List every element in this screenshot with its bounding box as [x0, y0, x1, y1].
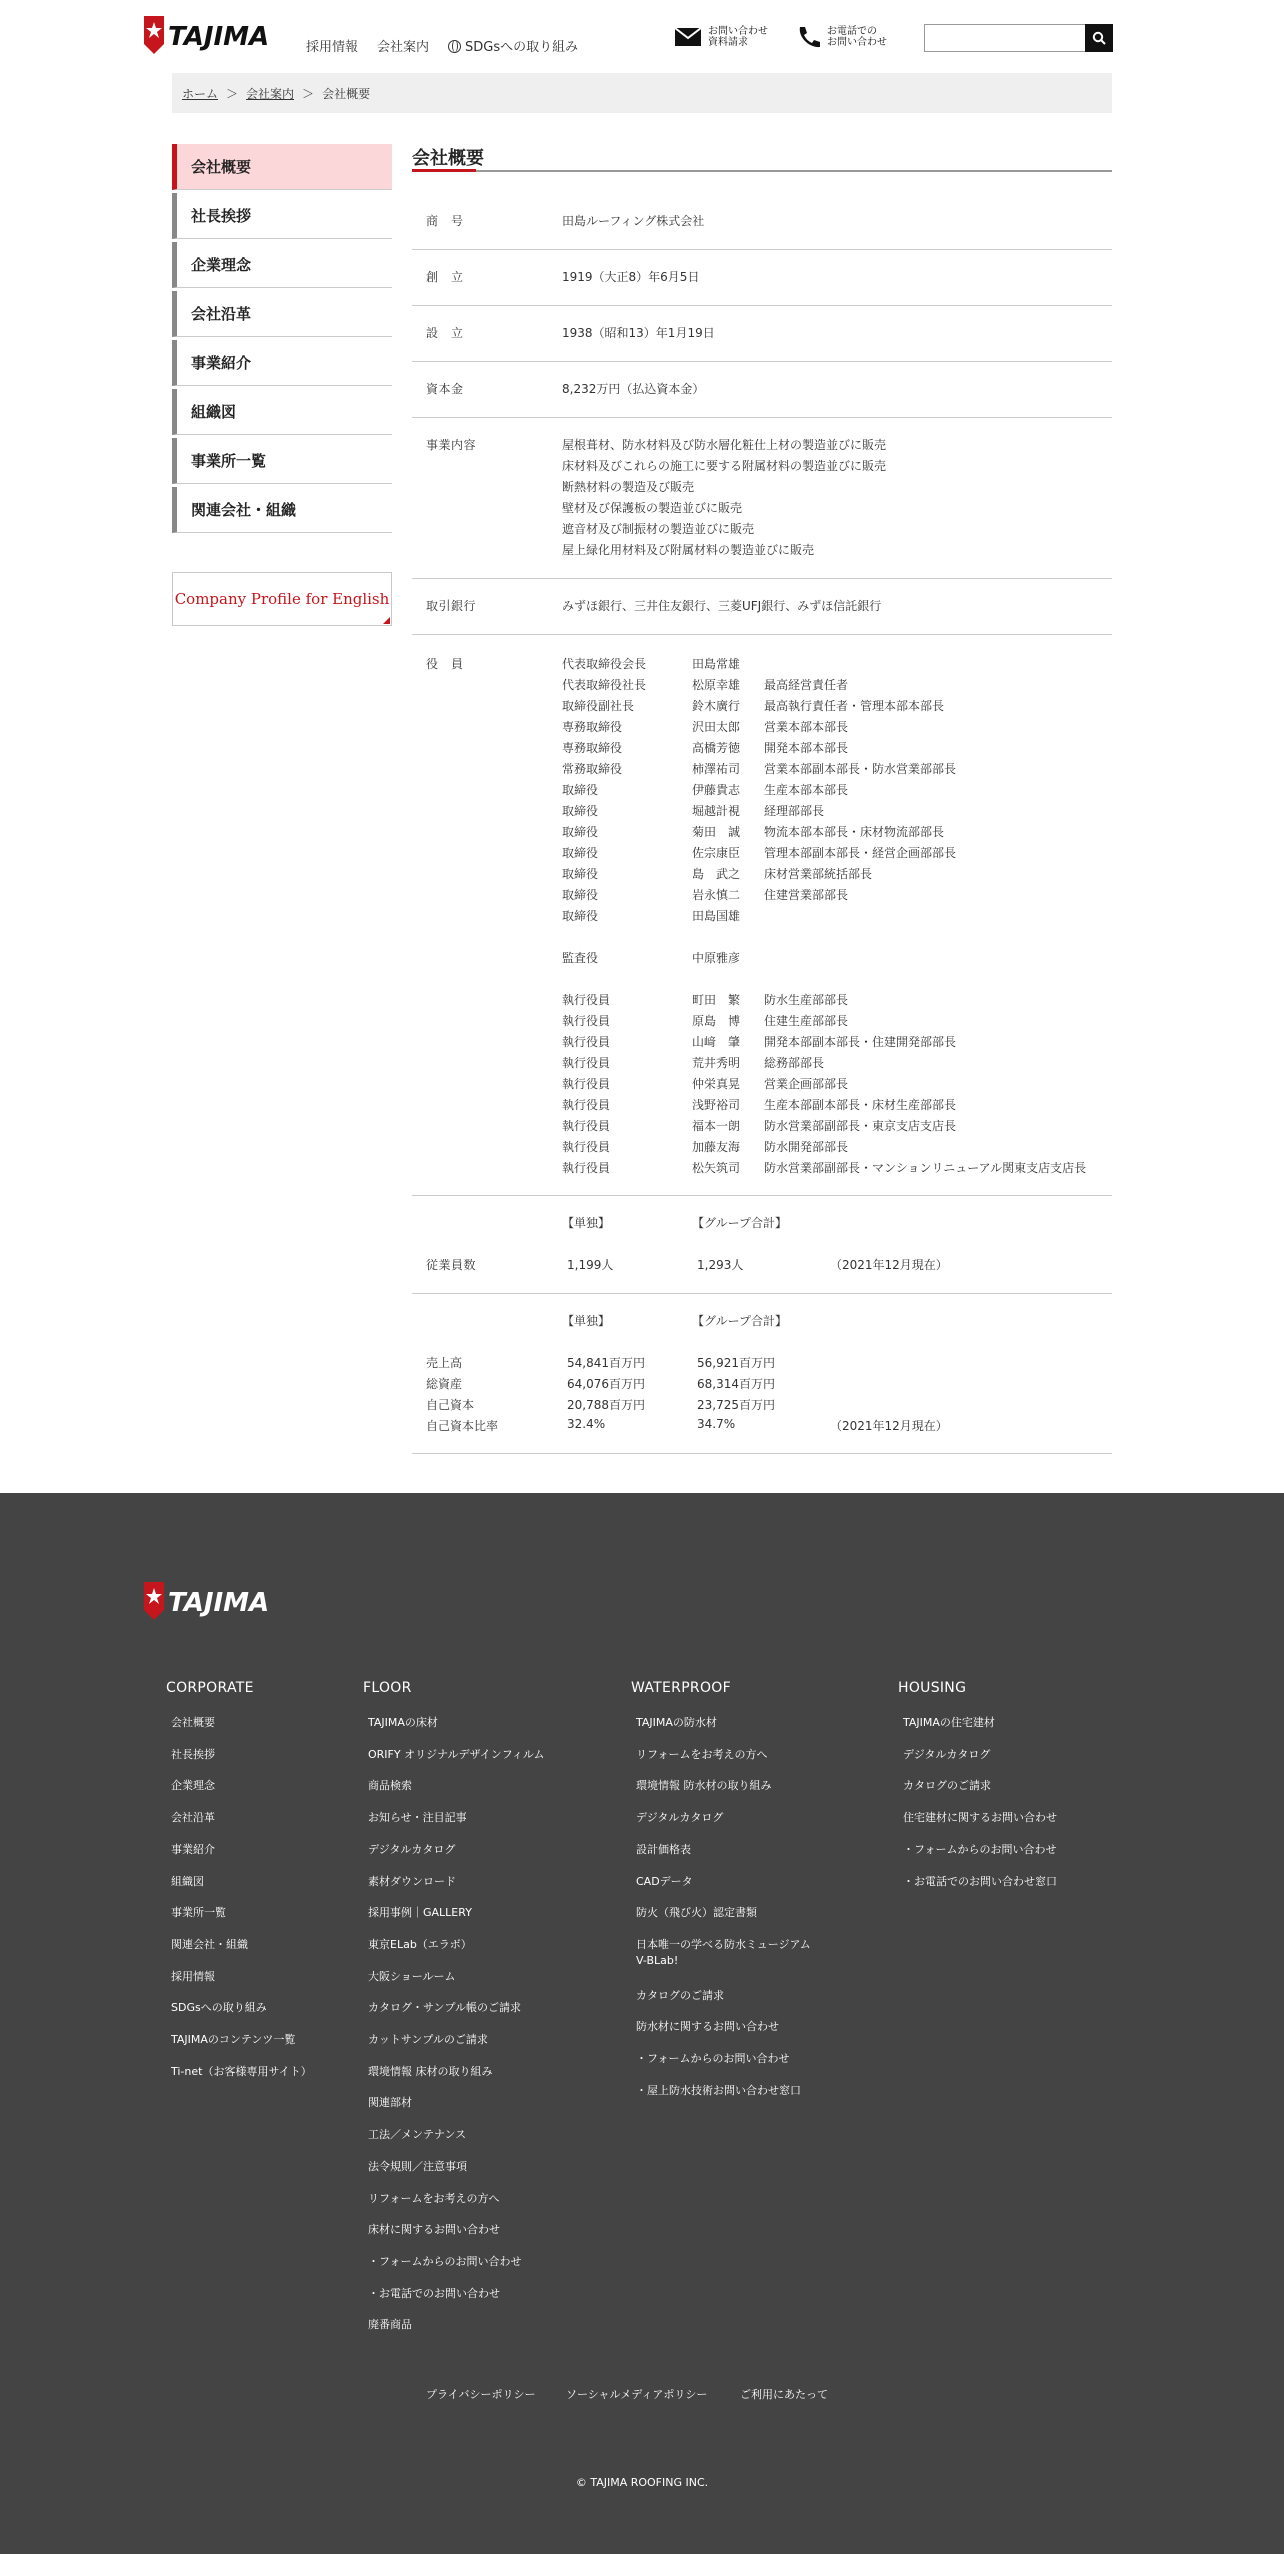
footer-corporate-link[interactable]: 組織図: [171, 1874, 204, 1888]
finance-group: 23,725百万円: [697, 1398, 775, 1412]
footer-floor-title: FLOOR: [363, 1680, 412, 1696]
footer-floor-link[interactable]: ・お電話でのお問い合わせ: [368, 2286, 500, 2300]
breadcrumb-home[interactable]: ホーム: [182, 86, 219, 101]
footer-floor-link[interactable]: 東京ELab（エラボ）: [368, 1937, 472, 1951]
footer-floor-link[interactable]: 大阪ショールーム: [368, 1969, 456, 1983]
footer-corporate-link[interactable]: 事業所一覧: [171, 1906, 226, 1920]
footer-waterproof-link[interactable]: リフォームをお考えの方へ: [636, 1747, 768, 1761]
officer-title: 代表取締役社長: [562, 678, 647, 692]
officer-name: 佐宗康臣: [692, 846, 741, 860]
footer-floor-link[interactable]: リフォームをお考えの方へ: [368, 2191, 500, 2205]
footer-housing-link[interactable]: ・フォームからのお問い合わせ: [903, 1842, 1057, 1856]
sidebar-item-label: 事業紹介: [191, 354, 252, 372]
officer-title: 取締役: [562, 783, 599, 797]
english-profile-label: Company Profile for English: [174, 590, 390, 608]
as-of-note: （2021年12月現在）: [830, 1258, 948, 1272]
sidebar-item-organization[interactable]: [172, 389, 392, 435]
row-value: 8,232万円（払込資本金）: [562, 382, 705, 396]
officer-role: 住建生産部部長: [764, 1014, 849, 1028]
officer-name: 山﨑 肇: [692, 1035, 741, 1049]
sidebar-item-label: 企業理念: [191, 256, 252, 274]
officer-name: 荒井秀明: [692, 1056, 741, 1070]
employees-single: 1,199人: [567, 1258, 614, 1272]
officer-name: 田島国雄: [692, 909, 741, 923]
page-title: 会社概要: [412, 148, 484, 169]
finance-single: 64,076百万円: [567, 1377, 645, 1391]
officer-name: 田島常雄: [692, 657, 741, 671]
sidebar-item-offices[interactable]: [172, 438, 392, 484]
footer-floor-link[interactable]: 法令規則／注意事項: [368, 2159, 467, 2173]
as-of-note: （2021年12月現在）: [830, 1419, 948, 1433]
footer-floor-link[interactable]: 工法／メンテナンス: [368, 2128, 467, 2142]
officer-title: 執行役員: [562, 1077, 611, 1091]
finance-label: 自己資本: [426, 1398, 475, 1412]
contact-docs-label: お問い合わせ 資料請求: [708, 26, 768, 48]
finance-label: 売上高: [426, 1356, 463, 1370]
officer-name: 岩永慎二: [692, 888, 741, 902]
svg-text:TAJIMA: TAJIMA: [168, 22, 270, 52]
officer-name: 松原幸雄: [692, 678, 741, 692]
row-label: 商 号: [426, 214, 464, 228]
officer-role: 経理部部長: [764, 804, 825, 818]
footer-housing-link[interactable]: デジタルカタログ: [903, 1747, 991, 1761]
officer-role: 物流本部本部長・床材物流部部長: [764, 825, 945, 839]
footer-corporate-title: CORPORATE: [166, 1680, 254, 1696]
footer-floor-link[interactable]: カットサンプルのご請求: [368, 2033, 488, 2046]
row-banks: [412, 579, 1112, 635]
footer-floor-link[interactable]: デジタルカタログ: [368, 1842, 456, 1856]
officer-title: 執行役員: [562, 1161, 611, 1175]
row-label: 従業員数: [426, 1258, 477, 1272]
finance-group: 34.7%: [697, 1417, 736, 1431]
officer-name: 仲栄真晃: [692, 1077, 741, 1091]
officer-name: 島 武之: [692, 867, 741, 881]
officer-title: 取締役副社長: [562, 699, 635, 713]
sidebar-item-greeting[interactable]: [172, 193, 392, 239]
footer-corporate-link[interactable]: Ti-net（お客様専用サイト）: [171, 2064, 312, 2078]
tajima-logo[interactable]: [142, 14, 290, 56]
officer-title: 取締役: [562, 825, 599, 839]
officer-title: 監査役: [562, 951, 599, 965]
breadcrumb-company[interactable]: 会社案内: [246, 86, 295, 101]
officer-title: 代表取締役会長: [562, 657, 647, 671]
officer-name: 浅野裕司: [692, 1098, 741, 1112]
officer-name: 松矢筑司: [692, 1161, 741, 1175]
officer-name: 高橋芳徳: [692, 741, 741, 755]
row-established: [412, 306, 1112, 362]
sidebar-item-business[interactable]: [172, 340, 392, 386]
finance-single: 32.4%: [567, 1417, 606, 1431]
globe-icon: [448, 40, 461, 53]
officer-name: 堀越計視: [692, 804, 741, 818]
officer-role: 防水営業部副部長・マンションリニューアル関東支店支店長: [764, 1161, 1087, 1175]
footer-housing-link[interactable]: 住宅建材に関するお問い合わせ: [903, 1811, 1057, 1825]
corner-arrow-icon: [383, 617, 390, 624]
officer-role: 管理本部副本部長・経営企画部部長: [764, 846, 957, 860]
footer-corporate-link[interactable]: 企業理念: [171, 1779, 215, 1793]
sidebar-item-philosophy[interactable]: [172, 242, 392, 288]
officer-name: 伊藤貴志: [692, 783, 741, 797]
footer-waterproof-link[interactable]: 日本唯一の学べる防水ミュージアム V-BLab!: [636, 1937, 811, 1967]
footer-corporate-link[interactable]: 会社概要: [171, 1716, 215, 1729]
officer-role: 営業本部本部長: [764, 720, 849, 734]
footer-corporate-link[interactable]: SDGsへの取り組み: [171, 2001, 267, 2015]
officer-name: 柿澤祐司: [692, 762, 741, 776]
row-value: みずほ銀行、三井住友銀行、三菱UFJ銀行、みずほ信託銀行: [562, 599, 882, 613]
footer-waterproof-link[interactable]: 設計価格表: [636, 1842, 691, 1856]
nav-sdgs[interactable]: [448, 36, 578, 55]
copyright: © TAJIMA ROOFING INC.: [575, 2476, 709, 2489]
officer-role: 営業企画部部長: [764, 1077, 849, 1091]
officer-title: 常務取締役: [562, 762, 623, 776]
sidebar-item-history[interactable]: [172, 291, 392, 337]
sidebar-item-label: 会社沿革: [191, 305, 252, 323]
row-label: 取引銀行: [426, 599, 477, 613]
footer-corporate-link[interactable]: 事業紹介: [171, 1842, 215, 1856]
footer-corporate-link[interactable]: TAJIMAのコンテンツ一覧: [171, 2033, 296, 2046]
breadcrumb-separator: ＞: [226, 86, 239, 101]
officer-title: 専務取締役: [562, 741, 623, 755]
officer-name: 沢田太郎: [692, 720, 741, 734]
title-divider: [412, 170, 1112, 172]
single-header: 【単独】: [562, 1314, 611, 1328]
officer-title: 執行役員: [562, 1014, 611, 1028]
breadcrumb-separator: ＞: [302, 86, 315, 101]
officer-name: 中原雅彦: [692, 951, 741, 965]
sidebar-item-label: 関連会社・組織: [191, 501, 297, 519]
finance-label: 総資産: [426, 1377, 463, 1391]
officer-role: 生産本部副本部長・床材生産部部長: [764, 1098, 957, 1112]
footer-corporate-link[interactable]: 会社沿革: [171, 1811, 215, 1825]
row-company-name: [412, 194, 1112, 250]
officer-role: 床材営業部統括部長: [764, 867, 873, 881]
officer-role: 開発本部副本部長・住建開発部部長: [764, 1035, 957, 1049]
footer-floor-link[interactable]: TAJIMAの床材: [368, 1716, 438, 1729]
officer-title: 取締役: [562, 867, 599, 881]
row-finance: [412, 1294, 1112, 1454]
footer-waterproof-link[interactable]: CADデータ: [636, 1874, 693, 1888]
footer-housing-title: HOUSING: [898, 1680, 967, 1696]
footer-corporate-link[interactable]: 社長挨拶: [171, 1747, 215, 1761]
svg-text:TAJIMA: TAJIMA: [168, 1588, 270, 1618]
title-accent: [412, 169, 476, 172]
finance-single: 20,788百万円: [567, 1398, 645, 1412]
officer-role: 防水営業部副部長・東京支店支店長: [764, 1119, 957, 1133]
nav-company[interactable]: 会社案内: [377, 40, 430, 55]
footer-waterproof-link[interactable]: ・屋上防水技術お問い合わせ窓口: [636, 2083, 801, 2097]
officer-role: 開発本部本部長: [764, 741, 849, 755]
contact-phone-button[interactable]: [795, 24, 899, 50]
single-header: 【単独】: [562, 1216, 611, 1230]
footer-floor-link[interactable]: 商品検索: [368, 1779, 412, 1793]
row-business: [412, 418, 1112, 579]
footer-floor-link[interactable]: 素材ダウンロード: [368, 1874, 456, 1888]
officer-title: 取締役: [562, 846, 599, 860]
footer-waterproof-link[interactable]: 防火（飛び火）認定書類: [636, 1906, 757, 1920]
business-line: 屋上緑化用材料及び附属材料の製造並びに販売: [562, 543, 815, 557]
mail-icon: [674, 27, 702, 47]
officer-title: 取締役: [562, 888, 599, 902]
footer-floor-link[interactable]: 環境情報 床材の取り組み: [368, 2064, 493, 2078]
contact-phone-label: お電話での お問い合わせ: [827, 26, 887, 48]
officer-name: 鈴木廣行: [692, 699, 741, 713]
footer-waterproof-link[interactable]: デジタルカタログ: [636, 1811, 724, 1825]
footer-floor-link[interactable]: 関連部材: [368, 2096, 412, 2110]
row-employees: [412, 1196, 1112, 1294]
business-line: 屋根葺材、防水材料及び防水層化粧仕上材の製造並びに販売: [562, 438, 887, 452]
row-value: 1919（大正8）年6月5日: [562, 270, 700, 284]
officer-name: 加藤友海: [692, 1140, 741, 1154]
officer-title: 執行役員: [562, 1056, 611, 1070]
footer-waterproof-link[interactable]: カタログのご請求: [636, 1988, 724, 2002]
row-value: 1938（昭和13）年1月19日: [562, 326, 715, 340]
officer-role: 最高経営責任者: [764, 678, 849, 692]
phone-icon: [795, 25, 821, 49]
footer-waterproof-link[interactable]: TAJIMAの防水材: [636, 1716, 717, 1729]
sidebar-item-label: 会社概要: [191, 158, 252, 176]
officer-title: 執行役員: [562, 1098, 611, 1112]
footer-waterproof-link[interactable]: 環境情報 防水材の取り組み: [636, 1779, 772, 1793]
officer-title: 執行役員: [562, 993, 611, 1007]
row-value: 田島ルーフィング株式会社: [562, 214, 705, 228]
sidebar-item-label: 組織図: [191, 403, 237, 421]
officer-title: 専務取締役: [562, 720, 623, 734]
nav-recruit[interactable]: 採用情報: [306, 40, 359, 55]
employees-group: 1,293人: [697, 1258, 744, 1272]
nav-sdgs-label: SDGsへの取り組み: [465, 40, 579, 55]
officer-role: 営業本部副本部長・防水営業部部長: [764, 762, 957, 776]
finance-group: 68,314百万円: [697, 1377, 775, 1391]
sidebar-item-overview[interactable]: [172, 144, 392, 190]
finance-label: 自己資本比率: [426, 1419, 499, 1433]
business-line: 床材料及びこれらの施工に要する附属材料の製造並びに販売: [562, 459, 887, 473]
business-line: 遮音材及び制振材の製造並びに販売: [562, 522, 755, 536]
footer-housing-link[interactable]: カタログのご請求: [903, 1779, 991, 1793]
row-capital: [412, 362, 1112, 418]
footer-floor-link[interactable]: 床材に関するお問い合わせ: [368, 2223, 500, 2237]
footer-waterproof-link[interactable]: 防水材に関するお問い合わせ: [636, 2020, 779, 2034]
search-icon: [1092, 31, 1106, 45]
officer-role: 防水生産部部長: [764, 993, 849, 1007]
row-founded: [412, 250, 1112, 306]
footer-housing-link[interactable]: TAJIMAの住宅建材: [903, 1716, 995, 1729]
officer-title: 取締役: [562, 804, 599, 818]
terms-of-use-link[interactable]: ご利用にあたって: [740, 2388, 828, 2401]
sidebar-item-label: 社長挨拶: [191, 207, 252, 225]
officer-role: 最高執行責任者・管理本部本部長: [764, 699, 945, 713]
officer-name: 町田 繁: [692, 993, 741, 1007]
footer-corporate-link[interactable]: 採用情報: [171, 1969, 215, 1983]
footer-waterproof-title: WATERPROOF: [631, 1680, 731, 1696]
business-line: 断熱材料の製造及び販売: [562, 480, 695, 494]
english-profile-banner[interactable]: [172, 572, 392, 626]
row-label: 資本金: [426, 382, 464, 396]
footer-floor-link[interactable]: 採用事例｜GALLERY: [368, 1906, 472, 1920]
group-header: 【グループ合計】: [692, 1314, 788, 1328]
sidebar-item-affiliates[interactable]: [172, 487, 392, 533]
row-label: 創 立: [426, 270, 464, 284]
officer-role: 総務部部長: [764, 1056, 825, 1070]
officer-role: 防水開発部部長: [764, 1140, 849, 1154]
finance-single: 54,841百万円: [567, 1356, 645, 1370]
privacy-policy-link[interactable]: プライバシーポリシー: [426, 2388, 536, 2401]
business-line: 壁材及び保護板の製造並びに販売: [562, 501, 743, 515]
contact-docs-button[interactable]: [674, 24, 780, 50]
officer-name: 菊田 誠: [692, 825, 741, 839]
footer-tajima-logo[interactable]: [142, 1580, 290, 1622]
row-officers: [412, 635, 1112, 1196]
row-label: 事業内容: [426, 438, 477, 452]
footer-floor-link[interactable]: ・フォームからのお問い合わせ: [368, 2254, 522, 2268]
footer-housing-link[interactable]: ・お電話でのお問い合わせ窓口: [903, 1874, 1057, 1888]
finance-group: 56,921百万円: [697, 1356, 775, 1370]
officer-title: 取締役: [562, 909, 599, 923]
breadcrumb-current: 会社概要: [322, 86, 371, 101]
row-label: 役 員: [426, 657, 464, 671]
search-input[interactable]: [924, 24, 1090, 52]
officer-role: 住建営業部部長: [764, 888, 849, 902]
footer-waterproof-link[interactable]: ・フォームからのお問い合わせ: [636, 2052, 790, 2065]
officer-name: 原島 博: [692, 1014, 741, 1028]
social-media-policy-link[interactable]: ソーシャルメディアポリシー: [566, 2388, 708, 2401]
breadcrumb: [172, 73, 1112, 113]
officer-name: 福本一朗: [692, 1119, 741, 1133]
footer-corporate-link[interactable]: 関連会社・組織: [171, 1937, 248, 1951]
footer-floor-link[interactable]: お知らせ・注目記事: [368, 1811, 467, 1825]
footer-floor-link[interactable]: 廃番商品: [368, 2318, 412, 2332]
footer-floor-link[interactable]: ORIFY オリジナルデザインフィルム: [368, 1747, 545, 1761]
officer-role: 生産本部本部長: [764, 783, 849, 797]
row-label: 設 立: [426, 326, 464, 340]
sidebar-item-label: 事業所一覧: [191, 452, 267, 470]
officer-title: 執行役員: [562, 1119, 611, 1133]
footer-floor-link[interactable]: カタログ・サンプル帳のご請求: [368, 2001, 522, 2015]
officer-title: 執行役員: [562, 1140, 611, 1154]
officer-title: 執行役員: [562, 1035, 611, 1049]
group-header: 【グループ合計】: [692, 1216, 788, 1230]
search-button[interactable]: [1085, 24, 1113, 52]
